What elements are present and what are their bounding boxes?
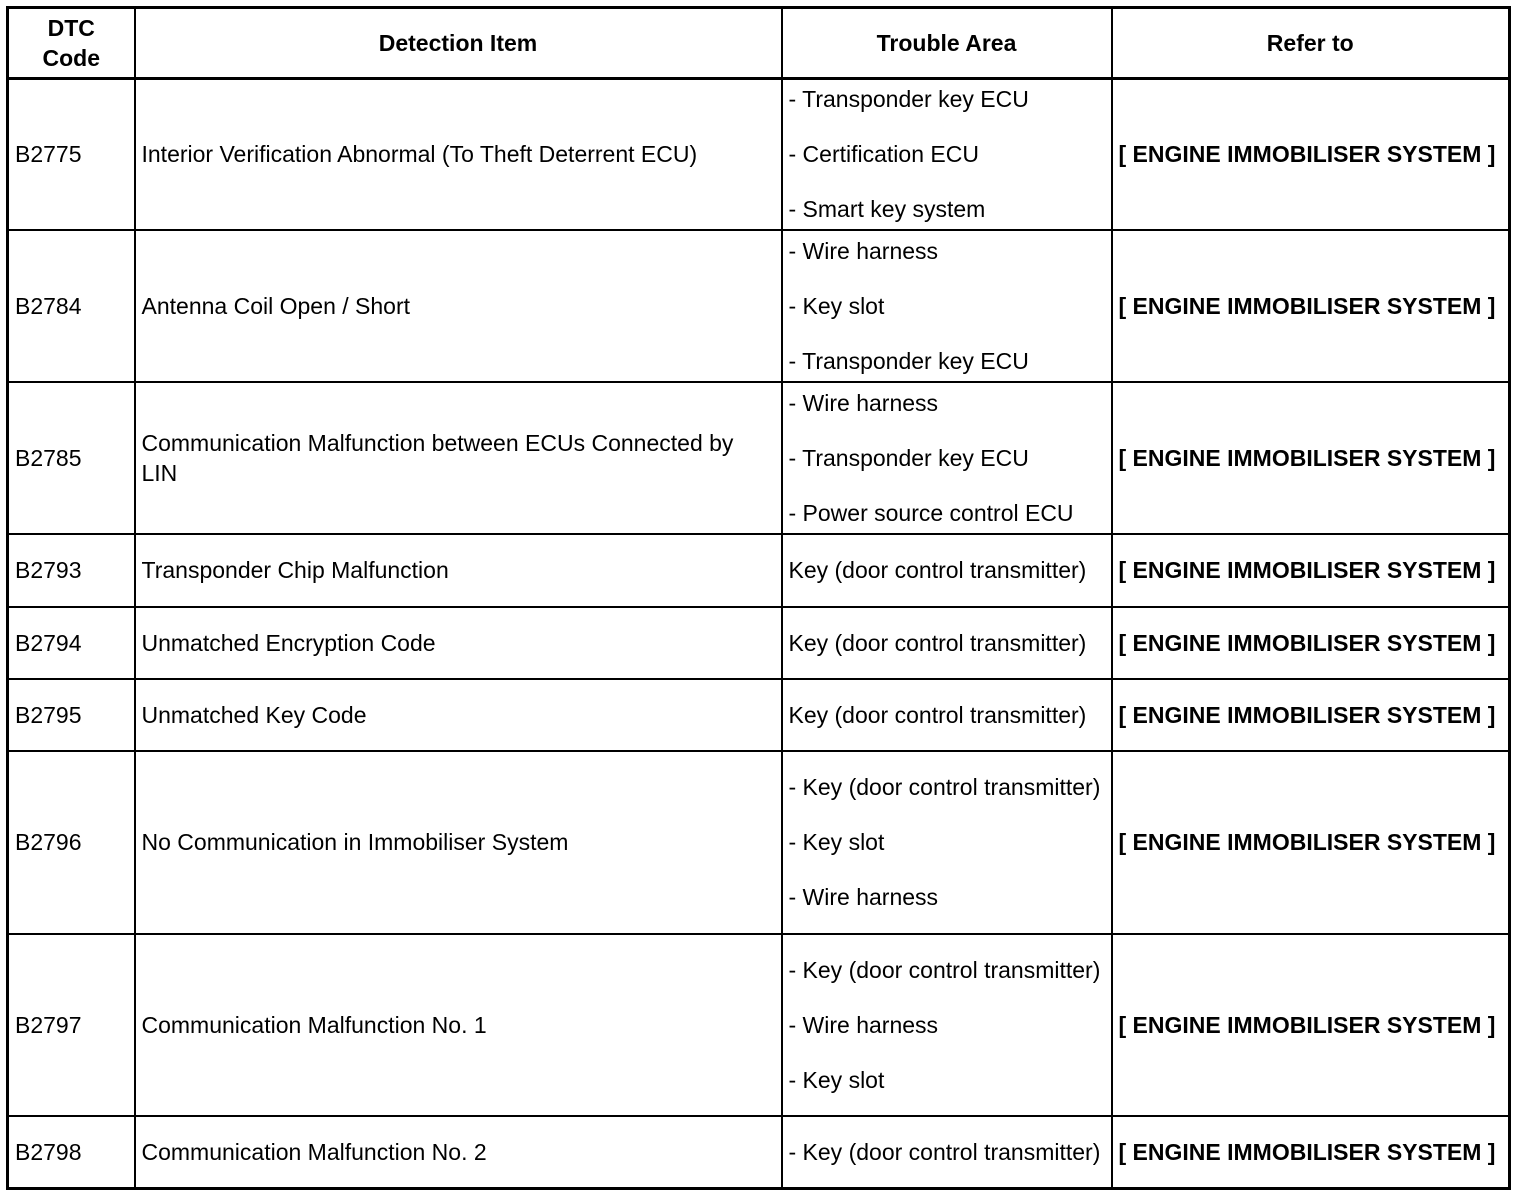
trouble-area-cell (782, 1116, 1112, 1189)
trouble-area-item: - Wire harness (788, 389, 939, 416)
refer-to-cell: [ ENGINE IMMOBILISER SYSTEM ] (1112, 607, 1510, 679)
trouble-area-item: - Key slot (788, 829, 885, 855)
trouble-area-item: - Key slot (788, 292, 885, 319)
detection-item-cell: Unmatched Key Code (135, 679, 782, 751)
trouble-area-item: - Key (door control transmitter) (788, 1138, 1101, 1165)
header-trouble-area: Trouble Area (782, 8, 1112, 79)
trouble-area-item: - Key (door control transmitter) (788, 956, 1101, 983)
trouble-area-cell (782, 230, 1112, 382)
dtc-code-cell: B2797 (8, 934, 135, 1116)
header-row (8, 8, 1510, 79)
trouble-area-cell (782, 679, 1112, 751)
dtc-table (6, 6, 1511, 1190)
trouble-area-cell (782, 934, 1112, 1116)
dtc-code-cell: B2793 (8, 534, 135, 607)
table-row (8, 679, 1510, 751)
trouble-area-item: - Wire harness (788, 884, 939, 910)
trouble-area-item: - Key slot (788, 1066, 885, 1093)
trouble-area-item: - Wire harness (788, 237, 939, 264)
detection-item-cell: Antenna Coil Open / Short (135, 230, 782, 382)
table-row (8, 751, 1510, 934)
dtc-code-cell: B2775 (8, 79, 135, 230)
detection-item-cell: Transponder Chip Malfunction (135, 534, 782, 607)
header-refer-to: Refer to (1112, 8, 1510, 79)
detection-item-cell: Communication Malfunction No. 1 (135, 934, 782, 1116)
detection-item-cell: Interior Verification Abnormal (To Theft Deterrent ECU) (135, 79, 782, 230)
detection-item-cell: No Communication in Immobiliser System (135, 751, 782, 934)
table-row (8, 79, 1510, 230)
dtc-code-cell: B2784 (8, 230, 135, 382)
dtc-code-cell: B2798 (8, 1116, 135, 1189)
table-row (8, 230, 1510, 382)
trouble-area-cell (782, 534, 1112, 607)
trouble-area-item: Key (door control transmitter) (788, 701, 1087, 728)
trouble-area-item: Key (door control transmitter) (788, 557, 1087, 583)
trouble-area-item: - Transponder key ECU (788, 444, 1029, 471)
detection-item-cell: Communication Malfunction No. 2 (135, 1116, 782, 1189)
trouble-area-cell (782, 751, 1112, 934)
trouble-area-item: - Power source control ECU (788, 499, 1074, 526)
table-row (8, 607, 1510, 679)
trouble-area-item: - Transponder key ECU (788, 86, 1029, 113)
refer-to-cell: [ ENGINE IMMOBILISER SYSTEM ] (1112, 934, 1510, 1116)
header-dtc-code: DTC Code (8, 8, 135, 79)
refer-to-cell: [ ENGINE IMMOBILISER SYSTEM ] (1112, 679, 1510, 751)
refer-to-cell: [ ENGINE IMMOBILISER SYSTEM ] (1112, 751, 1510, 934)
refer-to-cell: [ ENGINE IMMOBILISER SYSTEM ] (1112, 534, 1510, 607)
refer-to-cell: [ ENGINE IMMOBILISER SYSTEM ] (1112, 382, 1510, 534)
trouble-area-item: - Wire harness (788, 1011, 939, 1038)
trouble-area-item: - Smart key system (788, 196, 986, 223)
header-detection-item: Detection Item (135, 8, 782, 79)
table-row (8, 1116, 1510, 1189)
trouble-area-cell (782, 79, 1112, 230)
table-row (8, 934, 1510, 1116)
dtc-code-cell: B2796 (8, 751, 135, 934)
trouble-area-cell (782, 382, 1112, 534)
detection-item-cell: Unmatched Encryption Code (135, 607, 782, 679)
table-row (8, 382, 1510, 534)
detection-item-cell: Communication Malfunction between ECUs Connected by LIN (135, 382, 782, 534)
trouble-area-item: Key (door control transmitter) (788, 629, 1087, 656)
trouble-area-item: - Key (door control transmitter) (788, 774, 1101, 800)
refer-to-cell: [ ENGINE IMMOBILISER SYSTEM ] (1112, 79, 1510, 230)
table-body (8, 79, 1510, 1189)
trouble-area-cell (782, 607, 1112, 679)
trouble-area-item: - Certification ECU (788, 141, 979, 168)
dtc-code-cell: B2785 (8, 382, 135, 534)
dtc-code-cell: B2795 (8, 679, 135, 751)
refer-to-cell: [ ENGINE IMMOBILISER SYSTEM ] (1112, 230, 1510, 382)
refer-to-cell: [ ENGINE IMMOBILISER SYSTEM ] (1112, 1116, 1510, 1189)
dtc-code-cell: B2794 (8, 607, 135, 679)
table-row (8, 534, 1510, 607)
trouble-area-item: - Transponder key ECU (788, 347, 1029, 374)
